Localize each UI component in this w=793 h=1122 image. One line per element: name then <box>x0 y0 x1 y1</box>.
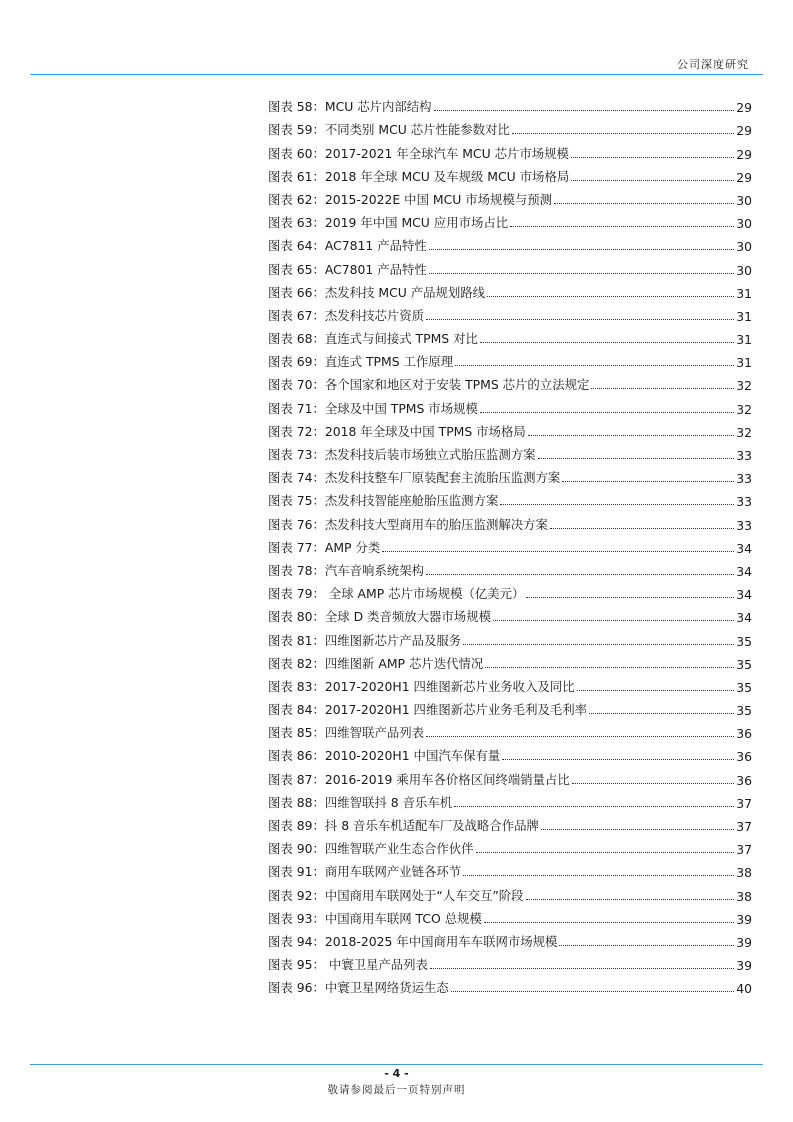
toc-entry-page: 35 <box>736 679 752 695</box>
toc-leader-dots <box>526 899 735 900</box>
toc-entry[interactable] <box>268 303 752 326</box>
toc-leader-dots <box>426 736 734 737</box>
toc-entry-label: 图表 90：四维智联产业生态合作伙伴 <box>268 841 474 857</box>
toc-entry-label: 图表 72：2018 年全球及中国 TPMS 市场格局 <box>268 423 526 439</box>
toc-entry[interactable] <box>268 627 752 650</box>
toc-entry-page: 38 <box>736 888 752 904</box>
footer-divider <box>30 1064 763 1065</box>
toc-entry-label: 图表 76：杰发科技大型商用车的胎压监测解决方案 <box>268 516 548 532</box>
toc-entry-page: 29 <box>736 100 752 116</box>
toc-leader-dots <box>426 319 734 320</box>
toc-entry[interactable] <box>268 975 752 998</box>
toc-entry[interactable] <box>268 233 752 256</box>
toc-leader-dots <box>429 249 734 250</box>
toc-entry[interactable] <box>268 581 752 604</box>
toc-entry-label: 图表 68：直连式与间接式 TPMS 对比 <box>268 331 478 347</box>
toc-entry[interactable] <box>268 210 752 233</box>
toc-leader-dots <box>550 528 734 529</box>
toc-entry-label: 图表 70：各个国家和地区对于安装 TPMS 芯片的立法规定 <box>268 377 590 393</box>
toc-leader-dots <box>463 875 734 876</box>
toc-entry-page: 31 <box>736 285 752 301</box>
toc-leader-dots <box>476 852 735 853</box>
toc-entry-label: 图表 73：杰发科技后装市场独立式胎压监测方案 <box>268 447 536 462</box>
toc-entry-label: 图表 93：中国商用车联网 TCO 总规模 <box>268 910 482 926</box>
toc-leader-dots <box>502 759 734 760</box>
toc-entry[interactable] <box>268 952 752 975</box>
toc-entry-label: 图表 80：全球 D 类音频放大器市场规模 <box>268 609 491 625</box>
toc-entry[interactable] <box>268 187 752 210</box>
toc-entry-page: 32 <box>736 378 752 394</box>
toc-entry-page: 30 <box>736 192 752 208</box>
toc-entry-page: 31 <box>736 332 752 348</box>
toc-entry-label: 图表 82：四维图新 AMP 芯片迭代情况 <box>268 655 484 671</box>
toc-entry[interactable] <box>268 674 752 697</box>
toc-leader-dots <box>480 412 734 413</box>
toc-leader-dots <box>426 574 734 575</box>
toc-entry[interactable] <box>268 511 752 534</box>
toc-entry-page: 40 <box>736 981 752 997</box>
toc-entry-label: 图表 64：AC7811 产品特性 <box>268 238 427 254</box>
toc-entry-page: 33 <box>736 471 752 487</box>
toc-entry-page: 37 <box>736 795 752 811</box>
toc-entry-label: 图表 95： 中寰卫星产品列表 <box>268 957 428 973</box>
toc-entry-label: 图表 71：全球及中国 TPMS 市场规模 <box>268 400 478 416</box>
toc-leader-dots <box>429 273 734 274</box>
toc-entry-page: 39 <box>736 934 752 950</box>
toc-entry[interactable] <box>268 813 752 836</box>
toc-entry-label: 图表 79： 全球 AMP 芯片市场规模（亿美元） <box>268 586 525 602</box>
toc-entry-page: 39 <box>736 911 752 927</box>
toc-leader-dots <box>559 945 734 946</box>
toc-leader-dots <box>493 620 734 621</box>
toc-entry-label: 图表 62：2015-2022E 中国 MCU 市场规模与预测 <box>268 191 552 207</box>
toc-entry-page: 30 <box>736 239 752 255</box>
toc-entry[interactable] <box>268 349 752 372</box>
toc-entry[interactable] <box>268 419 752 442</box>
toc-entry-page: 34 <box>736 540 752 556</box>
toc-leader-dots <box>434 110 735 111</box>
toc-entry-label: 图表 94：2018-2025 年中国商用车车联网市场规模 <box>268 933 558 949</box>
toc-entry-page: 31 <box>736 308 752 324</box>
toc-leader-dots <box>512 133 734 134</box>
toc-entry-page: 29 <box>736 169 752 185</box>
toc-leader-dots <box>430 968 734 969</box>
toc-entry[interactable] <box>268 395 752 418</box>
toc-entry-page: 31 <box>736 355 752 371</box>
toc-entry-label: 图表 63：2019 年中国 MCU 应用市场占比 <box>268 215 509 231</box>
toc-entry-label: 图表 78：汽车音响系统架构 <box>268 562 425 578</box>
toc-entry[interactable] <box>268 766 752 789</box>
toc-entry-label: 图表 75：杰发科技智能座舱胎压监测方案 <box>268 493 499 509</box>
toc-leader-dots <box>562 481 734 482</box>
toc-entry-page: 33 <box>736 517 752 533</box>
toc-entry-page: 30 <box>736 262 752 278</box>
toc-entry[interactable] <box>268 535 752 558</box>
toc-entry-page: 32 <box>736 401 752 417</box>
toc-leader-dots <box>510 226 734 227</box>
toc-entry-page: 35 <box>736 633 752 649</box>
toc-entry-page: 34 <box>736 610 752 626</box>
toc-entry-page: 34 <box>736 587 752 603</box>
toc-entry-page: 29 <box>736 123 752 139</box>
toc-entry-page: 37 <box>736 819 752 834</box>
toc-entry-page: 37 <box>736 842 752 858</box>
toc-entry-label: 图表 66：杰发科技 MCU 产品规划路线 <box>268 284 486 300</box>
toc-entry-label: 图表 58：MCU 芯片内部结构 <box>268 99 432 115</box>
toc-entry-label: 图表 92：中国商用车联网处于“人车交互”阶段 <box>268 887 524 903</box>
toc-entry[interactable] <box>268 94 752 117</box>
toc-entry-page: 38 <box>736 865 752 881</box>
toc-leader-dots <box>487 296 734 297</box>
toc-entry[interactable] <box>268 859 752 882</box>
toc-leader-dots <box>526 597 734 598</box>
toc-entry-label: 图表 89：抖 8 音乐车机适配车厂及战略合作品牌 <box>268 818 539 833</box>
toc-leader-dots <box>538 458 735 459</box>
toc-entry-label: 图表 69：直连式 TPMS 工作原理 <box>268 354 454 370</box>
toc-entry[interactable] <box>268 280 752 303</box>
toc-entry[interactable] <box>268 790 752 813</box>
toc-entry-page: 30 <box>736 216 752 232</box>
toc-entry[interactable] <box>268 117 752 140</box>
toc-entry-label: 图表 87：2016-2019 乘用车各价格区间终端销量占比 <box>268 771 570 787</box>
toc-entry[interactable] <box>268 372 752 395</box>
toc-entry[interactable] <box>268 488 752 511</box>
toc-entry[interactable] <box>268 140 752 163</box>
toc-leader-dots <box>485 667 734 668</box>
table-of-figures <box>268 94 752 998</box>
toc-entry[interactable] <box>268 604 752 627</box>
toc-entry[interactable] <box>268 326 752 349</box>
toc-entry-label: 图表 84：2017-2020H1 四维图新芯片业务毛利及毛利率 <box>268 702 588 718</box>
toc-leader-dots <box>451 991 734 992</box>
toc-entry-label: 图表 91：商用车联网产业链各环节 <box>268 864 462 880</box>
toc-entry-page: 33 <box>736 494 752 510</box>
toc-leader-dots <box>454 806 734 807</box>
toc-entry-label: 图表 86：2010-2020H1 中国汽车保有量 <box>268 748 501 764</box>
toc-entry[interactable] <box>268 256 752 279</box>
toc-entry-label: 图表 85：四维智联产品列表 <box>268 725 425 741</box>
toc-entry-page: 34 <box>736 563 752 579</box>
header-divider <box>30 74 763 75</box>
toc-leader-dots <box>480 342 734 343</box>
toc-entry-label: 图表 61：2018 年全球 MCU 及车规级 MCU 市场格局 <box>268 168 570 184</box>
toc-entry-label: 图表 60：2017-2021 年全球汽车 MCU 芯片市场规模 <box>268 145 569 161</box>
footer-disclaimer: 敬请参阅最后一页特别声明 <box>327 1084 466 1096</box>
toc-entry[interactable] <box>268 697 752 720</box>
toc-entry-page: 29 <box>736 146 752 162</box>
toc-entry[interactable] <box>268 465 752 488</box>
toc-leader-dots <box>571 180 734 181</box>
toc-entry-page: 36 <box>736 726 752 742</box>
toc-leader-dots <box>463 644 734 645</box>
toc-entry-label: 图表 74：杰发科技整车厂原装配套主流胎压监测方案 <box>268 470 561 486</box>
toc-entry-label: 图表 59：不同类别 MCU 芯片性能参数对比 <box>268 122 510 138</box>
toc-entry-label: 图表 67：杰发科技芯片资质 <box>268 307 425 323</box>
toc-entry-label: 图表 81：四维图新芯片产品及服务 <box>268 632 462 648</box>
toc-leader-dots <box>571 157 734 158</box>
toc-entry[interactable] <box>268 651 752 674</box>
toc-leader-dots <box>572 783 734 784</box>
toc-leader-dots <box>591 388 734 389</box>
toc-leader-dots <box>382 551 734 552</box>
toc-entry-page: 35 <box>736 703 752 719</box>
toc-entry-label: 图表 83：2017-2020H1 四维图新芯片业务收入及同比 <box>268 678 575 694</box>
toc-leader-dots <box>589 713 734 714</box>
toc-entry[interactable] <box>268 743 752 766</box>
toc-leader-dots <box>541 829 734 830</box>
toc-entry-label: 图表 65：AC7801 产品特性 <box>268 261 427 277</box>
toc-entry-page: 39 <box>736 958 752 974</box>
toc-entry[interactable] <box>268 558 752 581</box>
toc-entry-label: 图表 77：AMP 分类 <box>268 539 381 555</box>
toc-leader-dots <box>500 504 734 505</box>
toc-entry-label: 图表 88：四维智联抖 8 音乐车机 <box>268 794 453 810</box>
toc-entry[interactable] <box>268 929 752 952</box>
toc-leader-dots <box>577 690 735 691</box>
toc-entry[interactable] <box>268 836 752 859</box>
toc-entry-label: 图表 96：中寰卫星网络货运生态 <box>268 980 449 996</box>
toc-entry-page: 36 <box>736 772 752 788</box>
toc-entry[interactable] <box>268 882 752 905</box>
page-number: - 4 - <box>384 1067 409 1080</box>
toc-leader-dots <box>554 203 734 204</box>
toc-entry[interactable] <box>268 906 752 929</box>
toc-leader-dots <box>455 365 734 366</box>
toc-entry-page: 36 <box>736 749 752 765</box>
toc-entry[interactable] <box>268 720 752 743</box>
header-title: 公司深度研究 <box>677 58 749 71</box>
toc-entry[interactable] <box>268 164 752 187</box>
toc-entry-page: 32 <box>736 424 752 440</box>
toc-entry-page: 35 <box>736 656 752 672</box>
toc-entry[interactable] <box>268 442 752 465</box>
toc-entry-page: 33 <box>736 448 752 463</box>
toc-leader-dots <box>484 922 734 923</box>
toc-leader-dots <box>528 435 734 436</box>
